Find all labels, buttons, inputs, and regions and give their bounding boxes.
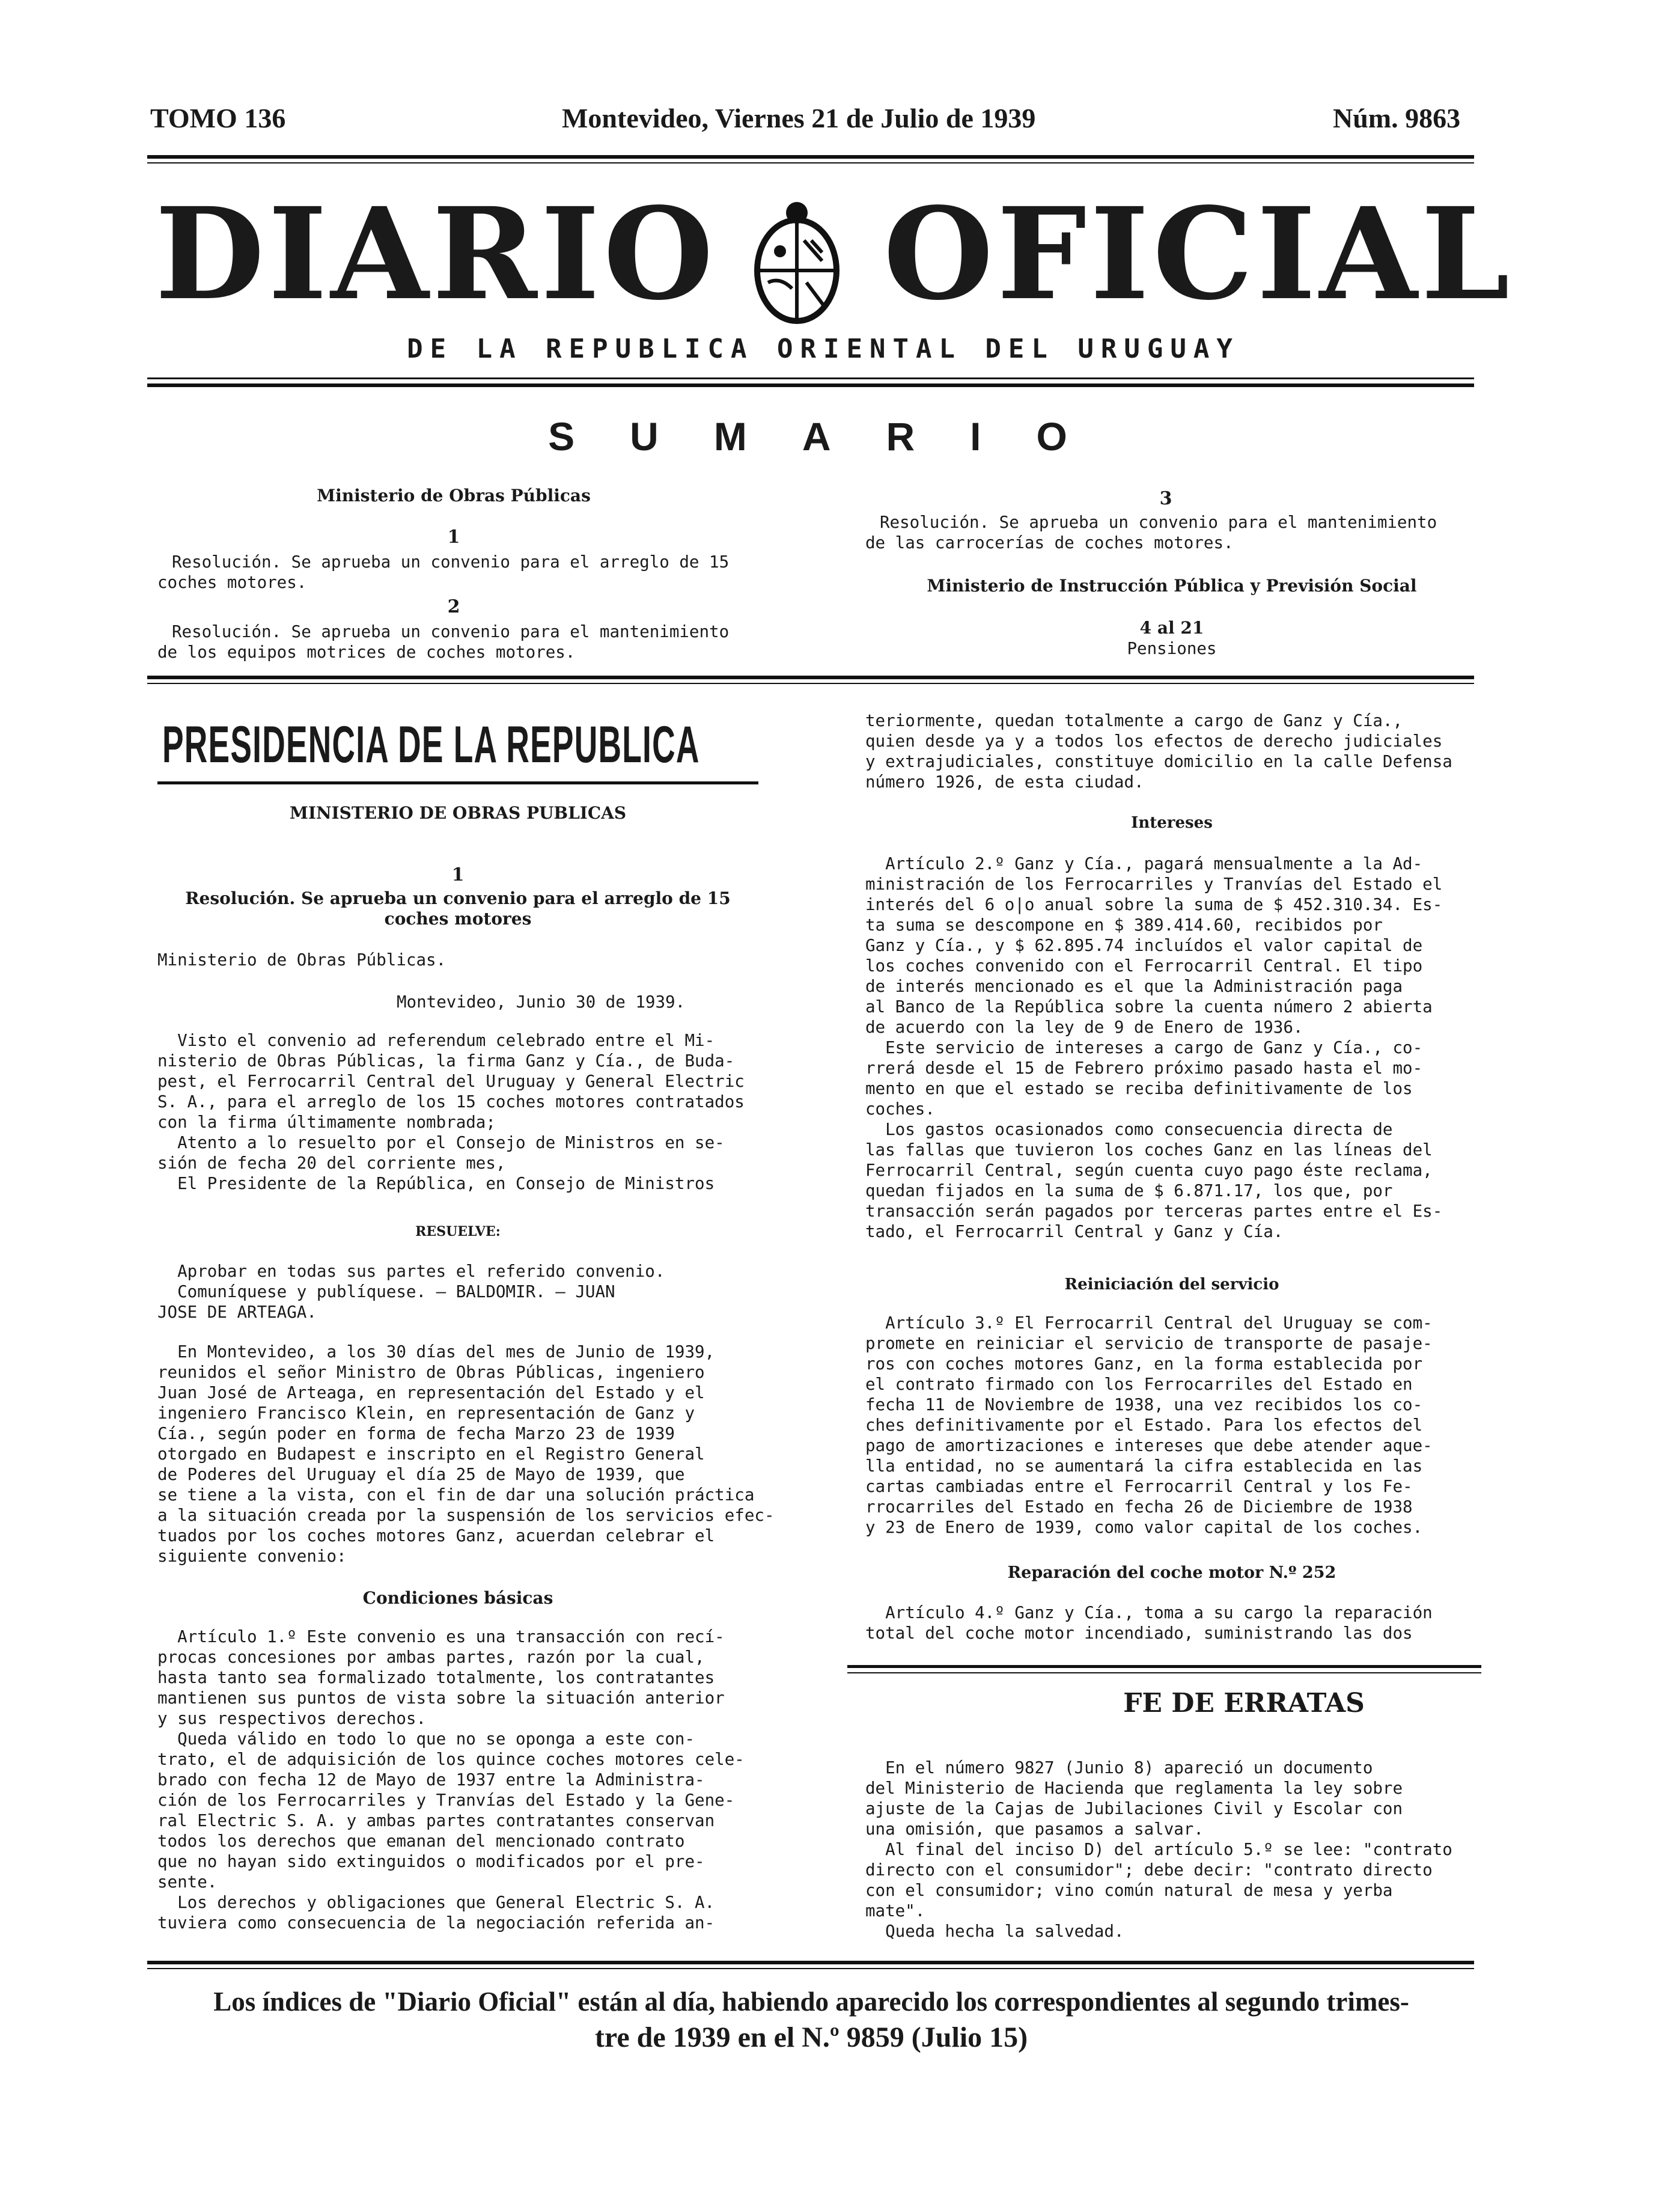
coat-of-arms-icon bbox=[744, 198, 850, 331]
text-line: ajuste de la Cajas de Jubilaciones Civil y Escolar con bbox=[865, 1799, 1403, 1818]
text-line: teriormente, quedan totalmente a cargo de Ganz y Cía., bbox=[865, 711, 1403, 730]
text-line: El Presidente de la República, en Consejo de Ministros bbox=[157, 1174, 715, 1193]
errata-rule-top bbox=[847, 1665, 1481, 1668]
text-line: hasta tanto sea formalizado totalmente, los contratantes bbox=[157, 1668, 715, 1687]
text-line: procas concesiones por ambas partes, razón por la cual, bbox=[157, 1648, 705, 1667]
resuelve-label: RESUELVE: bbox=[415, 1224, 501, 1239]
text-line: tuviera como consecuencia de la negociación referida an- bbox=[157, 1913, 715, 1932]
text-line: rrocarriles del Estado en fecha 26 de Diciembre de 1938 bbox=[865, 1497, 1413, 1517]
article-title-line1: Resolución. Se aprueba un convenio para el arreglo de 15 bbox=[185, 888, 731, 908]
text-line: se tiene a la vista, con el fin de dar una solución práctica bbox=[157, 1485, 755, 1505]
text-line: con la firma últimamente nombrada; bbox=[157, 1113, 496, 1132]
resolution-block bbox=[157, 1261, 665, 1322]
text-line: transacción serán pagados por terceras partes entre el Es- bbox=[865, 1202, 1443, 1221]
text-line: quedan fijados en la suma de $ 6.871.17, los que, por bbox=[865, 1181, 1393, 1200]
text-line: el contrato firmado con los Ferrocarriles del Estado en bbox=[865, 1375, 1413, 1394]
sumario-pensiones-label: Pensiones bbox=[1127, 639, 1217, 658]
text-line: pago de amortizaciones e intereses que debe atender aque- bbox=[865, 1436, 1433, 1455]
sumario-pensiones-number: 4 al 21 bbox=[1139, 618, 1204, 638]
reparacion-heading: Reparación del coche motor N.º 252 bbox=[1007, 1563, 1336, 1582]
text-line: ros con coches motores Ganz, en la forma establecida por bbox=[865, 1354, 1423, 1373]
intereses-heading: Intereses bbox=[1131, 814, 1213, 832]
text-line: Al final del inciso D) del artículo 5.º se lee: "contrato bbox=[865, 1840, 1452, 1859]
text-line: sente. bbox=[157, 1872, 218, 1892]
text-line: y extrajudiciales, constituye domicilio en la calle Defensa bbox=[865, 752, 1452, 771]
sumario-rule bbox=[147, 676, 1474, 679]
text-line: JOSE DE ARTEAGA. bbox=[157, 1303, 317, 1322]
sumario-item-text: Resolución. Se aprueba un convenio para el arreglo de 15 coches motores. bbox=[157, 552, 730, 592]
text-line: Atento a lo resuelto por el Consejo de Ministros en se- bbox=[157, 1133, 725, 1152]
text-line: ral Electric S. A. y ambas partes contratantes conservan bbox=[157, 1811, 715, 1830]
text-line: nisterio de Obras Públicas, la firma Ganz y Cía., de Buda- bbox=[157, 1051, 735, 1071]
text-line: y 23 de Enero de 1939, como valor capital de los coches. bbox=[865, 1518, 1423, 1537]
text-line: brado con fecha 12 de Mayo de 1937 entre la Administra- bbox=[157, 1770, 705, 1789]
text-line: total del coche motor incendiado, suministrando las dos bbox=[865, 1624, 1413, 1643]
section-rule bbox=[157, 781, 758, 784]
sumario-item-number: 2 bbox=[447, 596, 460, 617]
article-number: 1 bbox=[451, 864, 465, 885]
intereses-block bbox=[865, 854, 1442, 1242]
text-line: de acuerdo con la ley de 9 de Enero de 1936. bbox=[865, 1018, 1303, 1037]
errata-title: FE DE ERRATAS bbox=[1123, 1688, 1365, 1719]
text-line: Ganz y Cía., y $ 62.895.74 incluídos el valor capital de bbox=[865, 936, 1423, 955]
text-line: a la situación creada por la suspensión de los servicios efec- bbox=[157, 1506, 775, 1525]
text-line: Aprobar en todas sus partes el referido convenio. bbox=[157, 1262, 665, 1281]
text-line: ingeniero Francisco Klein, en representación de Ganz y bbox=[157, 1404, 695, 1423]
text-line: con el consumidor; vino común natural de mesa y yerba bbox=[865, 1881, 1393, 1900]
text-line: lla entidad, no se aumentará la cifra establecida en las bbox=[865, 1456, 1423, 1476]
text-line: trato, el de adquisición de los quince coches motores cele- bbox=[157, 1750, 745, 1769]
text-line: las fallas que tuvieron los coches Ganz en las líneas del bbox=[865, 1140, 1433, 1159]
sumario-title: SUMARIO bbox=[548, 414, 1123, 459]
tomo-label: TOMO 136 bbox=[150, 103, 286, 133]
masthead-rule bbox=[147, 377, 1474, 379]
text-line: fecha 11 de Noviembre de 1938, una vez recibidos los co- bbox=[865, 1395, 1423, 1414]
text-line: promete en reiniciar el servicio de transporte de pasaje- bbox=[865, 1334, 1433, 1353]
sumario-ministry-instruccion: Ministerio de Instrucción Pública y Previsión Social bbox=[927, 576, 1417, 596]
text-line: Los derechos y obligaciones que General Electric S. A. bbox=[157, 1893, 715, 1912]
text-line: y sus respectivos derechos. bbox=[157, 1709, 427, 1728]
text-line: S. A., para el arreglo de los 15 coches motores contratados bbox=[157, 1092, 745, 1111]
text-line: reunidos el señor Ministro de Obras Públicas, ingeniero bbox=[157, 1363, 705, 1382]
text-line: cartas cambiadas entre el Ferrocarril Central y los Fe- bbox=[865, 1477, 1413, 1496]
footer-note-line2: tre de 1939 en el N.º 9859 (Julio 15) bbox=[594, 2021, 1028, 2053]
issue-number: Núm. 9863 bbox=[1333, 103, 1461, 133]
text-line: Juan José de Arteaga, en representación del Estado y el bbox=[157, 1383, 705, 1402]
text-line: quien desde ya y a todos los efectos de derecho judiciales bbox=[865, 732, 1443, 751]
text-line: que no hayan sido extinguidos o modificados por el pre- bbox=[157, 1852, 705, 1871]
masthead-subtitle: DE LA REPUBLICA ORIENTAL DEL URUGUAY bbox=[407, 334, 1240, 364]
text-line: ches definitivamente por el Estado. Para los efectos del bbox=[865, 1416, 1423, 1435]
text-line: rrerá desde el 15 de Febrero próximo pasado hasta el mo- bbox=[865, 1059, 1423, 1078]
sumario-rule-thin bbox=[147, 683, 1474, 684]
article-place-date: Montevideo, Junio 30 de 1939. bbox=[397, 992, 686, 1012]
section-presidencia: PRESIDENCIA DE LA REPUBLICA bbox=[162, 716, 700, 774]
text-line: de interés mencionado es el que la Administración paga bbox=[865, 977, 1403, 996]
text-line: tado, el Ferrocarril Central y Ganz y Cía. bbox=[865, 1222, 1284, 1241]
issue-date: Montevideo, Viernes 21 de Julio de 1939 bbox=[562, 103, 1036, 133]
text-line: al Banco de la República sobre la cuenta número 2 abierta bbox=[865, 997, 1433, 1016]
text-line: Artículo 2.º Ganz y Cía., pagará mensualmente a la Ad- bbox=[865, 854, 1423, 873]
cond-block bbox=[157, 1627, 745, 1933]
sumario-ministry-obras: Ministerio de Obras Públicas bbox=[317, 486, 591, 506]
reiniciacion-heading: Reiniciación del servicio bbox=[1064, 1276, 1279, 1294]
text-line: siguiente convenio: bbox=[157, 1547, 347, 1566]
errata-block bbox=[865, 1758, 1452, 1942]
text-line: mate". bbox=[865, 1901, 925, 1920]
reiniciacion-block bbox=[865, 1313, 1433, 1538]
sumario-item-text: Resolución. Se aprueba un convenio para el mantenimiento de los equipos motrices de coches motores. bbox=[157, 622, 730, 662]
footer-rule-thin bbox=[147, 1968, 1474, 1969]
text-line: Ferrocarril Central, según cuenta cuyo pago éste reclama, bbox=[865, 1161, 1433, 1180]
masthead-diario: DIARIO bbox=[155, 180, 717, 328]
text-line: otorgado en Budapest e inscripto en el Registro General bbox=[157, 1444, 705, 1464]
cond-heading: Condiciones básicas bbox=[362, 1588, 553, 1608]
text-line: todos los derechos que emanan del mencionado contrato bbox=[157, 1832, 685, 1851]
text-line: mento en que el estado se reciba definitivamente de los bbox=[865, 1079, 1413, 1098]
footer-rule bbox=[147, 1961, 1474, 1964]
text-line: Artículo 1.º Este convenio es una transacción con recí- bbox=[157, 1627, 725, 1646]
text-line: del Ministerio de Hacienda que reglamenta la ley sobre bbox=[865, 1779, 1403, 1798]
text-line: ción de los Ferrocarriles y Tranvías del Estado y la Gene- bbox=[157, 1791, 735, 1810]
text-line: Los gastos ocasionados como consecuencia directa de bbox=[865, 1120, 1393, 1139]
text-line: Queda hecha la salvedad. bbox=[865, 1922, 1124, 1941]
text-line: los coches convenido con el Ferrocarril Central. El tipo bbox=[865, 956, 1423, 976]
text-line: Artículo 3.º El Ferrocarril Central del Uruguay se com- bbox=[865, 1313, 1433, 1333]
sumario-item-text: Resolución. Se aprueba un convenio para el mantenimiento de las carrocerías de coches motores. bbox=[865, 513, 1437, 552]
visto-block bbox=[157, 1030, 745, 1194]
text-line: Comuníquese y publíquese. — BALDOMIR. — JUAN bbox=[157, 1282, 615, 1301]
preamble-block bbox=[157, 1342, 775, 1566]
text-line: En el número 9827 (Junio 8) apareció un documento bbox=[865, 1758, 1373, 1777]
text-line: Queda válido en todo lo que no se oponga a este con- bbox=[157, 1729, 695, 1749]
text-line: mantienen sus puntos de vista sobre la situación anterior bbox=[157, 1688, 725, 1708]
article-title-line2: coches motores bbox=[384, 909, 532, 929]
text-line: Artículo 4.º Ganz y Cía., toma a su cargo la reparación bbox=[865, 1603, 1433, 1622]
col2-intro-block bbox=[865, 710, 1452, 792]
header-rule-top-thin bbox=[147, 162, 1474, 163]
text-line: tuados por los coches motores Ganz, acuerdan celebrar el bbox=[157, 1526, 715, 1545]
masthead-rule-thick bbox=[147, 383, 1474, 387]
sumario-item-number: 3 bbox=[1159, 488, 1172, 509]
errata-rule-top-thin bbox=[847, 1672, 1481, 1673]
article-ministry: MINISTERIO DE OBRAS PUBLICAS bbox=[289, 803, 627, 823]
reparacion-block bbox=[865, 1602, 1433, 1643]
text-line: ministración de los Ferrocarriles y Tranvías del Estado el bbox=[865, 875, 1443, 894]
text-line: directo con el consumidor"; debe decir: "contrato directo bbox=[865, 1860, 1433, 1880]
text-line: interés del 6 o|o anual sobre la suma de $ 452.310.34. Es- bbox=[865, 895, 1443, 914]
masthead-oficial: OFICIAL bbox=[883, 180, 1514, 328]
text-line: una omisión, que pasamos a salvar. bbox=[865, 1819, 1204, 1839]
text-line: pest, el Ferrocarril Central del Uruguay y General Electric bbox=[157, 1072, 745, 1091]
text-line: coches. bbox=[865, 1099, 935, 1119]
footer-note-line1: Los índices de "Diario Oficial" están al día, habiendo aparecido los correspondientes al segundo trimes- bbox=[213, 1987, 1409, 2017]
text-line: En Montevideo, a los 30 días del mes de Junio de 1939, bbox=[157, 1342, 715, 1361]
header-rule-top bbox=[147, 155, 1474, 159]
text-line: Cía., según poder en forma de fecha Marzo 23 de 1939 bbox=[157, 1424, 675, 1443]
text-line: de Poderes del Uruguay el día 25 de Mayo de 1939, que bbox=[157, 1465, 685, 1484]
text-line: Este servicio de intereses a cargo de Ganz y Cía., co- bbox=[865, 1038, 1423, 1057]
sumario-item-number: 1 bbox=[447, 527, 460, 548]
text-line: número 1926, de esta ciudad. bbox=[865, 772, 1144, 792]
article-origin: Ministerio de Obras Públicas. bbox=[157, 950, 446, 970]
text-line: ta suma se descompone en $ 389.414.60, recibidos por bbox=[865, 915, 1383, 935]
text-line: sión de fecha 20 del corriente mes, bbox=[157, 1153, 506, 1173]
text-line: Visto el convenio ad referendum celebrado entre el Mi- bbox=[157, 1031, 715, 1050]
